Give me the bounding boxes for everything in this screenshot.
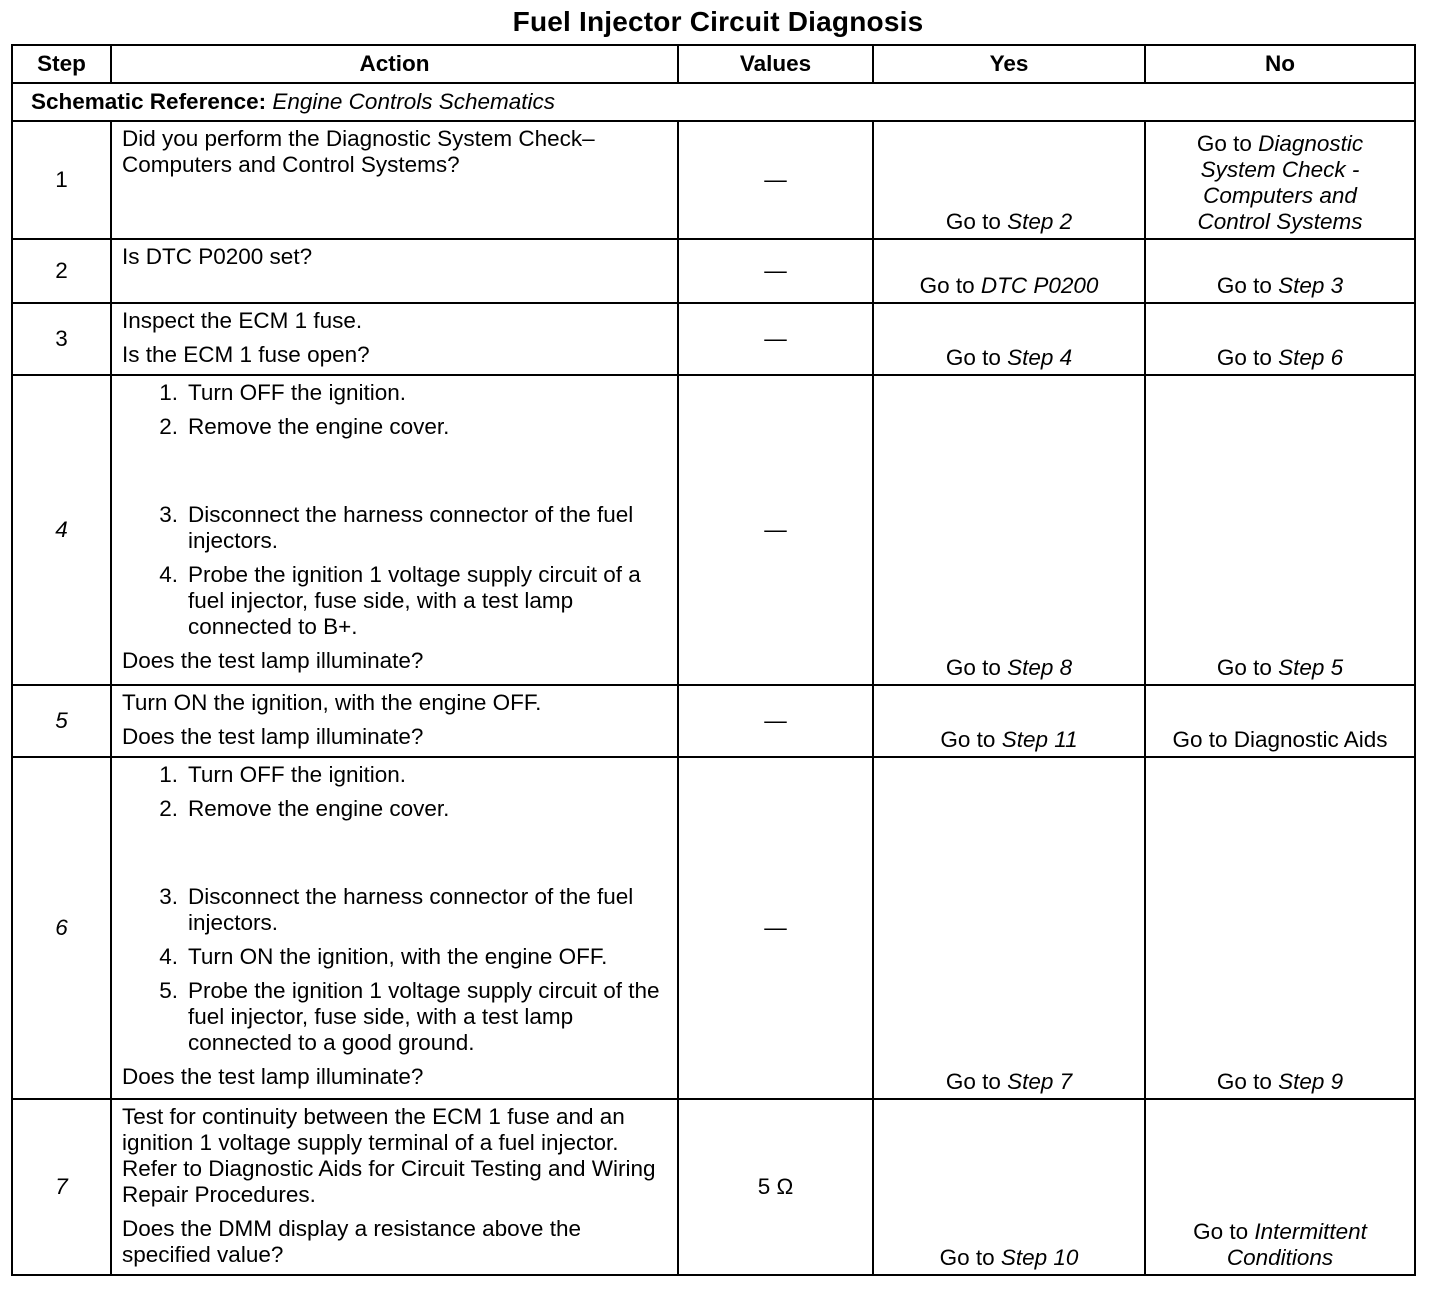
yes-cell [873, 685, 1145, 757]
yes-cell [873, 121, 1145, 239]
yes-prefix: Go to [945, 1069, 1001, 1094]
yes-cell [873, 303, 1145, 375]
action-question: Is the ECM 1 fuse open? [122, 342, 370, 367]
list-item: 3. Disconnect the harness connector of the fuel injectors. [159, 502, 634, 553]
action-cell [111, 239, 678, 303]
header-no: No [1145, 45, 1415, 83]
yes-cell [873, 375, 1145, 685]
header-action: Action [111, 45, 678, 83]
no-cell [1145, 303, 1415, 375]
header-step: Step [12, 45, 111, 83]
yes-link[interactable]: Step 10 [1000, 1245, 1079, 1270]
action-text: Turn ON the ignition, with the engine OFF. [122, 690, 542, 715]
no-link[interactable]: Diagnostic System Check - Computers and Control Systems [1197, 131, 1364, 234]
action-question: Does the test lamp illuminate? [122, 648, 424, 673]
yes-link[interactable]: Step 7 [1007, 1069, 1073, 1094]
no-link[interactable]: Step 6 [1278, 345, 1344, 370]
schematic-reference [12, 83, 1415, 121]
table-row [12, 375, 1415, 685]
yes-link[interactable]: Step 11 [1001, 727, 1078, 752]
list-item: 1. Turn OFF the ignition. [159, 380, 407, 405]
step-number: 3 [12, 303, 111, 375]
page-title: Fuel Injector Circuit Diagnosis [512, 6, 924, 37]
table-row [12, 121, 1415, 239]
action-question: Does the test lamp illuminate? [122, 724, 424, 749]
yes-link[interactable]: DTC P0200 [980, 273, 1099, 298]
action-text: Inspect the ECM 1 fuse. [122, 308, 363, 333]
action-question: Does the DMM display a resistance above the specified value? [122, 1216, 581, 1267]
value-cell: — [678, 685, 873, 757]
yes-prefix: Go to [945, 209, 1001, 234]
yes-cell [873, 239, 1145, 303]
header-yes: Yes [873, 45, 1145, 83]
yes-prefix: Go to [945, 345, 1001, 370]
no-link[interactable]: Intermittent Conditions [1226, 1219, 1367, 1270]
step-number: 2 [12, 239, 111, 303]
yes-link[interactable]: Step 8 [1007, 655, 1073, 680]
action-question: Does the test lamp illuminate? [122, 1064, 424, 1089]
action-cell [111, 757, 678, 1099]
schematic-reference-row [12, 83, 1415, 121]
yes-prefix: Go to [940, 727, 996, 752]
no-cell [1145, 757, 1415, 1099]
diagnosis-table [11, 44, 1416, 1276]
table-row [12, 757, 1415, 1099]
list-item: 2. Remove the engine cover. [159, 414, 450, 439]
step-number: 6 [12, 757, 111, 1099]
no-link[interactable]: Step 9 [1278, 1069, 1344, 1094]
no-link[interactable]: Go to Diagnostic Aids [1172, 727, 1388, 752]
no-cell [1145, 685, 1415, 757]
action-cell [111, 121, 678, 239]
action-list [122, 762, 669, 1056]
value-cell: — [678, 375, 873, 685]
table-row [12, 239, 1415, 303]
value-cell: — [678, 239, 873, 303]
no-cell [1145, 375, 1415, 685]
action-text: Is DTC P0200 set? [122, 244, 313, 269]
table-row [12, 303, 1415, 375]
step-number: 7 [12, 1099, 111, 1275]
value-cell: — [678, 121, 873, 239]
step-number: 4 [12, 375, 111, 685]
list-item: 3. Disconnect the harness connector of the fuel injectors. [159, 884, 634, 935]
yes-prefix: Go to [939, 1245, 995, 1270]
step-number: 5 [12, 685, 111, 757]
no-cell [1145, 121, 1415, 239]
no-prefix: Go to [1216, 345, 1272, 370]
yes-prefix: Go to [919, 273, 975, 298]
no-prefix: Go to [1216, 1069, 1272, 1094]
action-cell [111, 685, 678, 757]
no-cell [1145, 1099, 1415, 1275]
action-text: Test for continuity between the ECM 1 fuse and an ignition 1 voltage supply terminal of a fuel injector. Refer to Diagnostic Aids for Circuit Testing and Wiring Repair Procedures. [122, 1104, 656, 1207]
header-values: Values [678, 45, 873, 83]
no-link[interactable]: Step 5 [1278, 655, 1344, 680]
table-row [12, 685, 1415, 757]
list-item: 4. Turn ON the ignition, with the engine OFF. [159, 944, 608, 969]
action-list [122, 380, 669, 640]
no-link[interactable]: Step 3 [1278, 273, 1344, 298]
yes-prefix: Go to [945, 655, 1001, 680]
value-cell: — [678, 303, 873, 375]
list-item: 2. Remove the engine cover. [159, 796, 450, 821]
value-cell: — [678, 757, 873, 1099]
yes-cell [873, 1099, 1145, 1275]
table-row [12, 1099, 1415, 1275]
no-prefix: Go to [1193, 1219, 1249, 1244]
no-prefix: Go to [1216, 655, 1272, 680]
no-prefix: Go to [1196, 131, 1252, 156]
schematic-reference-label: Schematic Reference: [31, 89, 267, 114]
no-prefix: Go to [1216, 273, 1272, 298]
action-cell [111, 1099, 678, 1275]
yes-link[interactable]: Step 2 [1007, 209, 1073, 234]
action-cell [111, 303, 678, 375]
schematic-reference-link[interactable]: Engine Controls Schematics [272, 89, 556, 114]
list-item: 5. Probe the ignition 1 voltage supply circuit of the fuel injector, fuse side, with a test lamp connected to a good ground. [159, 978, 660, 1055]
list-item: 4. Probe the ignition 1 voltage supply circuit of a fuel injector, fuse side, with a test lamp connected to B+. [159, 562, 641, 639]
header-row [12, 45, 1415, 83]
value-cell: 5 Ω [678, 1099, 873, 1275]
action-text: Did you perform the Diagnostic System Check– Computers and Control Systems? [122, 126, 595, 177]
action-cell [111, 375, 678, 685]
no-cell [1145, 239, 1415, 303]
step-number: 1 [12, 121, 111, 239]
yes-link[interactable]: Step 4 [1007, 345, 1073, 370]
list-item: 1. Turn OFF the ignition. [159, 762, 407, 787]
yes-cell [873, 757, 1145, 1099]
